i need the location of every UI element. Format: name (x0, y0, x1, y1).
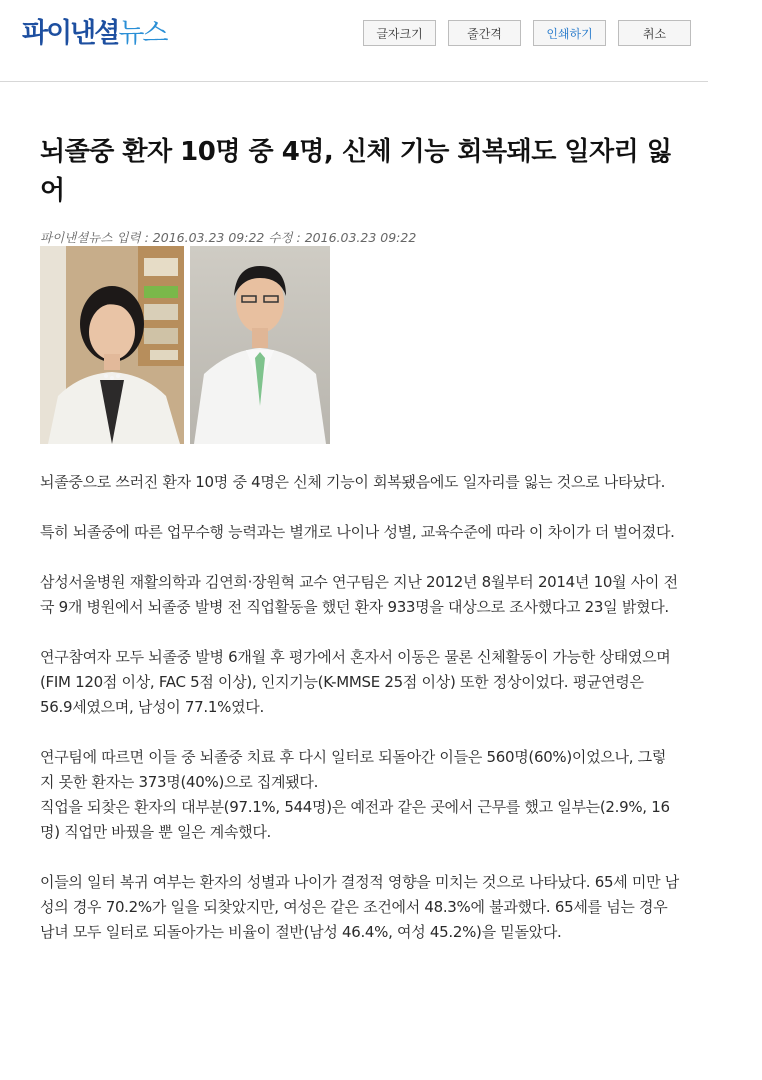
print-button[interactable]: 인쇄하기 (533, 20, 606, 46)
byline-source: 파이낸셜뉴스 (40, 230, 113, 245)
photo-man-doctor (190, 246, 330, 444)
article-headline: 뇌졸중 환자 10명 중 4명, 신체 기능 회복돼도 일자리 잃어 (40, 137, 672, 206)
line-spacing-button[interactable]: 줄간격 (448, 20, 521, 46)
byline-modified-time: 2016.03.23 09:22 (304, 230, 417, 245)
article-photos (40, 246, 330, 444)
paragraph-3: 삼성서울병원 재활의학과 김연희·장원혁 교수 연구팀은 지난 2012년 8월부터 2014년 10월 사이 전국 9개 병원에서 뇌졸중 발병 전 직업활동을 했던 환자 933명을 대상으로 조사했다고 23일 밝혔다. (40, 573, 678, 616)
byline-input-label: 입력 : (116, 230, 149, 245)
photo-woman-doctor (40, 246, 184, 444)
byline-input-time: 2016.03.23 09:22 (152, 230, 265, 245)
paragraph-7: 이들의 일터 복귀 여부는 환자의 성별과 나이가 결정적 영향을 미치는 것으로 나타났다. 65세 미만 남성의 경우 70.2%가 일을 되찾았지만, 여성은 같은 조건에서 48.3%에 불과했다. 65세를 넘는 경우 남녀 모두 일터로 되돌아가는 비율이 절반(남성 46.4%, 여성 45.2%)을 밑돌았다. (40, 873, 679, 941)
logo (22, 18, 167, 50)
paragraph-2: 특히 뇌졸중에 따른 업무수행 능력과는 별개로 나이나 성별, 교육수준에 따라 이 차이가 더 벌어졌다. (40, 523, 675, 541)
cancel-button[interactable]: 취소 (618, 20, 691, 46)
logo-main-text: 파이낸셜 (22, 18, 119, 49)
paragraph-6: 직업을 되찾은 환자의 대부분(97.1%, 544명)은 예전과 같은 곳에서 근무를 했고 일부는(2.9%, 16명) 직업만 바꿨을 뿐 일은 계속했다. (40, 798, 670, 841)
article-byline (40, 228, 420, 246)
print-header (0, 0, 708, 82)
paragraph-1: 뇌졸중으로 쓰러진 환자 10명 중 4명은 신체 기능이 회복됐음에도 일자리를 잃는 것으로 나타났다. (40, 473, 666, 491)
font-size-button[interactable]: 글자크기 (363, 20, 436, 46)
logo-sub-text: 뉴스 (118, 18, 167, 49)
paragraph-5: 연구팀에 따르면 이들 중 뇌졸중 치료 후 다시 일터로 되돌아간 이들은 560명(60%)이었으나, 그렇지 못한 환자는 373명(40%)으로 집계됐다. (40, 748, 667, 791)
paragraph-4: 연구참여자 모두 뇌졸중 발병 6개월 후 평가에서 혼자서 이동은 물론 신체활동이 가능한 상태였으며(FIM 120점 이상, FAC 5점 이상), 인지기능(K-MMSE 25점 이상) 또한 정상이었다. 평균연령은 56.9세였으며, 남성이 77.1%였다. (40, 648, 671, 716)
toolbar (363, 20, 691, 46)
byline-modified-label: 수정 : (268, 230, 301, 245)
article-body (40, 470, 680, 970)
